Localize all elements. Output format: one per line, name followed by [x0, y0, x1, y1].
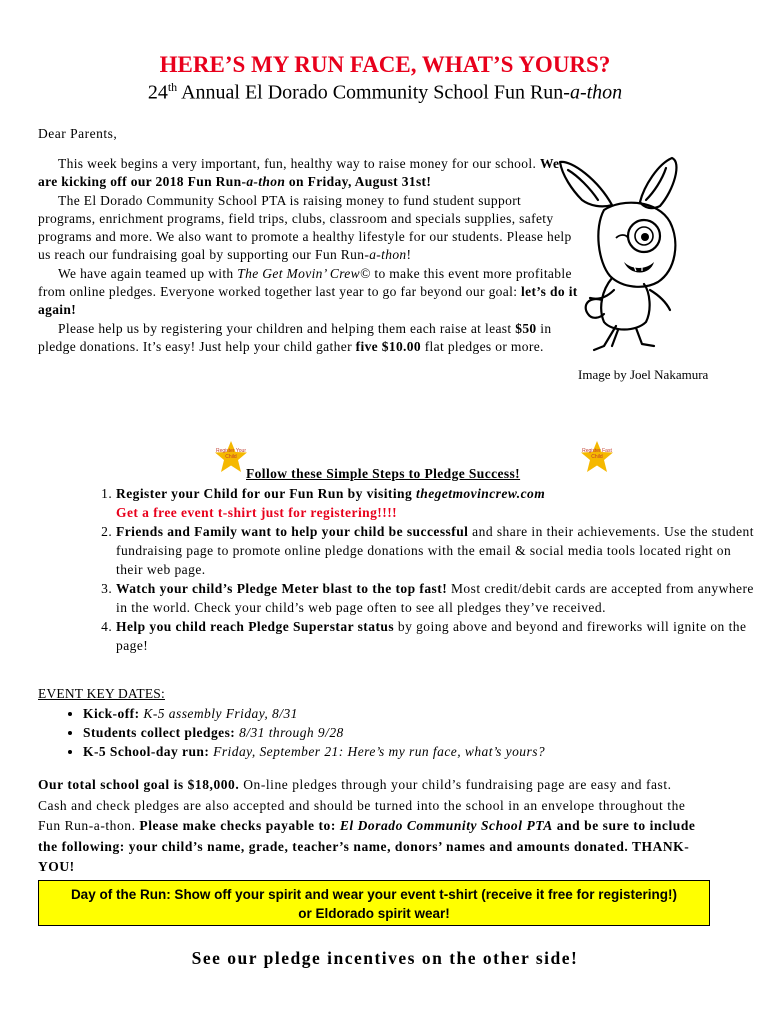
- step-4: 4. Help you child reach Pledge Superstar status by going above and beyond and fireworks will ignite on the page!: [116, 617, 756, 655]
- page-title: HERE’S MY RUN FACE, WHAT’S YOURS?: [159, 52, 611, 77]
- key-dates-list: [66, 704, 545, 761]
- step-1: 1. Register your Child for our Fun Run by visiting thegetmovincrew.com Get a free event t-shirt just for registering!!!!: [116, 484, 756, 522]
- image-credit: Image by Joel Nakamura: [578, 367, 709, 382]
- star-label: Register Your Child: [215, 448, 247, 460]
- footer-note: See our pledge incentives on the other side!: [191, 948, 579, 968]
- key-date-item: • Kick-off: K-5 assembly Friday, 8/31: [83, 704, 545, 723]
- letter-body: [38, 155, 578, 356]
- rabbit-runner-illustration: [532, 150, 692, 355]
- paragraph-2: The El Dorado Community School PTA is raising money to fund student support programs, enrichment programs, field trips, clubs, classroom and specials supplies, safety programs and more. We also want to promote a healthy lifestyle for our students. Please help us reach our fundraising goal by supporting our Fun Run-a-thon!: [38, 192, 572, 263]
- steps-list: [78, 484, 756, 655]
- star-icon: [214, 440, 248, 474]
- key-date-item: • K-5 School-day run: Friday, September 21: Here’s my run face, what’s yours?: [83, 742, 545, 761]
- step-3: 3. Watch your child’s Pledge Meter blast to the top fast! Most credit/debit cards are accepted from anywhere in the world. Check your child’s web page often to see all pledges they’ve received.: [116, 579, 756, 617]
- star-icon: [580, 440, 614, 474]
- salutation: Dear Parents,: [38, 126, 118, 141]
- page-subtitle: 24th Annual El Dorado Community School Fun Run-a-thon: [147, 80, 623, 104]
- banner-line-2: or Eldorado spirit wear!: [298, 906, 450, 921]
- goal-paragraph: Our total school goal is $18,000. On-line pledges through your child’s fundraising page are easy and fast. Cash and check pledges are also accepted and should be turned into the school in an envelope throughout the Fun Run-a-thon. Please make checks payable to: El Dorado Community School PTA and be sure to include the following: your child’s name, grade, teacher’s name, donors’ names and amounts donated. THANK-YOU!: [38, 777, 696, 874]
- step-2: 2. Friends and Family want to help your child be successful and share in their achievements. Use the student fundraising page to promote online pledge donations with the email & social media tools located right on their web page.: [116, 522, 756, 579]
- key-dates-heading: EVENT KEY DATES:: [38, 686, 165, 701]
- banner-line-1: Day of the Run: Show off your spirit and wear your event t-shirt (receive it free for registering!): [70, 887, 678, 902]
- key-date-item: • Students collect pledges: 8/31 through 9/28: [83, 723, 545, 742]
- star-label: Register Fast Child: [582, 448, 612, 460]
- paragraph-3: We have again teamed up with The Get Movin’ Crew© to make this event more profitable from online pledges. Everyone worked together last year to go far beyond our goal: let’s do it again!: [38, 265, 578, 318]
- paragraph-1: This week begins a very important, fun, healthy way to raise money for our school. We are kicking off our 2018 Fun Run-a-thon on Friday, August 31st!: [38, 156, 560, 190]
- paragraph-4: Please help us by registering your children and helping them each raise at least $50 in pledge donations. It’s easy! Just help your child gather five $10.00 flat pledges or more.: [38, 320, 552, 354]
- day-of-run-banner: [38, 880, 710, 926]
- steps-heading: Follow these Simple Steps to Pledge Success!: [246, 466, 521, 481]
